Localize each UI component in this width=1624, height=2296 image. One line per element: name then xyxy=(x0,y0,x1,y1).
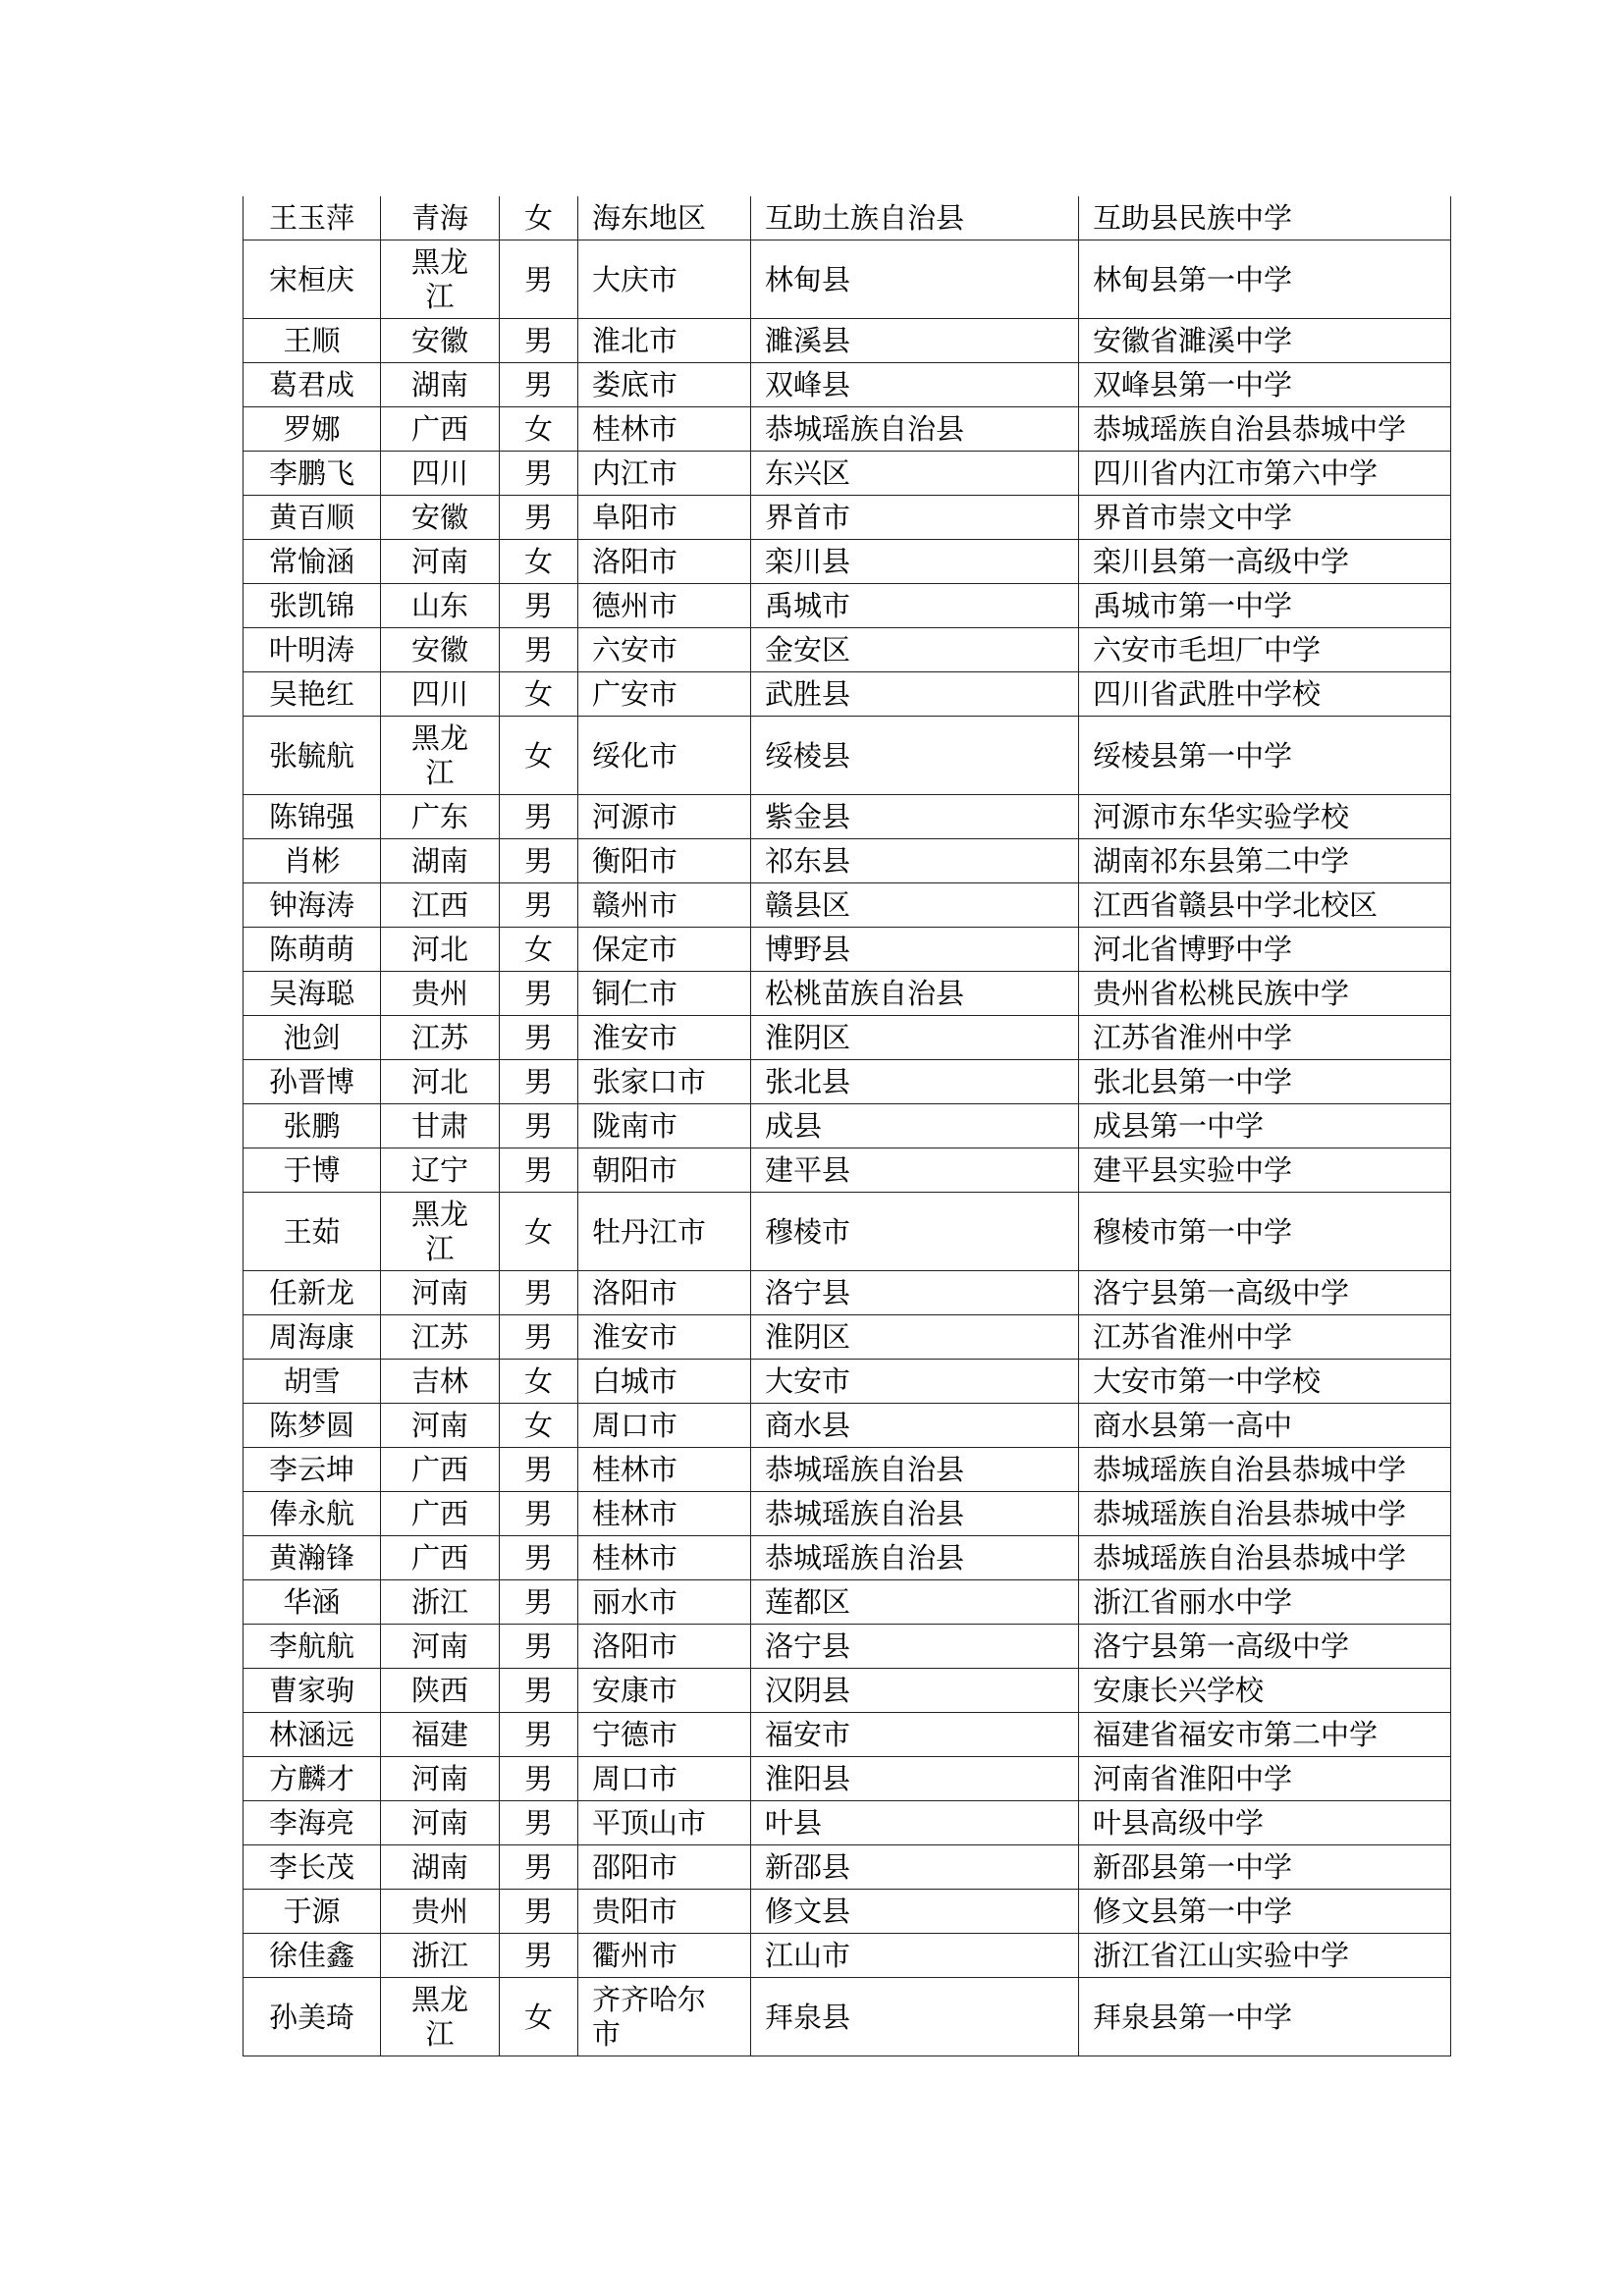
city-cell: 桂林市 xyxy=(578,407,751,452)
county-cell: 栾川县 xyxy=(751,540,1079,584)
school-cell: 四川省内江市第六中学 xyxy=(1079,452,1451,496)
province-cell: 湖南 xyxy=(381,363,500,407)
gender-cell: 男 xyxy=(500,496,578,540)
gender-cell: 男 xyxy=(500,1315,578,1360)
province-cell: 四川 xyxy=(381,672,500,717)
table-row xyxy=(244,795,1451,839)
table-row xyxy=(244,319,1451,363)
student-name-cell: 俸永航 xyxy=(244,1492,381,1536)
province-cell: 湖南 xyxy=(381,1845,500,1890)
gender-cell: 男 xyxy=(500,452,578,496)
gender-cell: 男 xyxy=(500,1713,578,1757)
table-row xyxy=(244,672,1451,717)
school-cell: 恭城瑶族自治县恭城中学 xyxy=(1079,1448,1451,1492)
city-cell: 河源市 xyxy=(578,795,751,839)
school-cell: 拜泉县第一中学 xyxy=(1079,1978,1451,2056)
city-cell: 丽水市 xyxy=(578,1580,751,1625)
county-cell: 叶县 xyxy=(751,1801,1079,1845)
gender-cell: 男 xyxy=(500,1148,578,1193)
school-cell: 商水县第一高中 xyxy=(1079,1404,1451,1448)
city-cell: 邵阳市 xyxy=(578,1845,751,1890)
student-name-cell: 曹家驹 xyxy=(244,1669,381,1713)
county-cell: 江山市 xyxy=(751,1934,1079,1978)
student-name-cell: 吴艳红 xyxy=(244,672,381,717)
table-row xyxy=(244,196,1451,240)
school-cell: 贵州省松桃民族中学 xyxy=(1079,972,1451,1016)
gender-cell: 男 xyxy=(500,1801,578,1845)
province-cell: 浙江 xyxy=(381,1580,500,1625)
table-row xyxy=(244,883,1451,928)
table-row xyxy=(244,1713,1451,1757)
city-cell: 绥化市 xyxy=(578,717,751,795)
province-cell: 安徽 xyxy=(381,628,500,672)
school-cell: 安康长兴学校 xyxy=(1079,1669,1451,1713)
school-cell: 河源市东华实验学校 xyxy=(1079,795,1451,839)
student-name-cell: 华涵 xyxy=(244,1580,381,1625)
city-cell: 贵阳市 xyxy=(578,1890,751,1934)
province-cell: 安徽 xyxy=(381,319,500,363)
table-row xyxy=(244,1271,1451,1315)
city-cell: 铜仁市 xyxy=(578,972,751,1016)
city-cell: 保定市 xyxy=(578,928,751,972)
table-row xyxy=(244,972,1451,1016)
city-cell: 陇南市 xyxy=(578,1104,751,1148)
province-cell: 河北 xyxy=(381,1060,500,1104)
city-cell: 淮安市 xyxy=(578,1016,751,1060)
gender-cell: 男 xyxy=(500,883,578,928)
county-cell: 建平县 xyxy=(751,1148,1079,1193)
student-name-cell: 叶明涛 xyxy=(244,628,381,672)
roster-table xyxy=(243,196,1451,2056)
city-cell: 大庆市 xyxy=(578,240,751,319)
table-row xyxy=(244,1757,1451,1801)
province-cell: 广西 xyxy=(381,1448,500,1492)
city-cell: 娄底市 xyxy=(578,363,751,407)
city-cell: 牡丹江市 xyxy=(578,1193,751,1271)
school-cell: 湖南祁东县第二中学 xyxy=(1079,839,1451,883)
student-name-cell: 陈锦强 xyxy=(244,795,381,839)
student-name-cell: 周海康 xyxy=(244,1315,381,1360)
county-cell: 赣县区 xyxy=(751,883,1079,928)
student-name-cell: 徐佳鑫 xyxy=(244,1934,381,1978)
province-cell: 贵州 xyxy=(381,1890,500,1934)
county-cell: 濉溪县 xyxy=(751,319,1079,363)
county-cell: 恭城瑶族自治县 xyxy=(751,1492,1079,1536)
gender-cell: 男 xyxy=(500,795,578,839)
county-cell: 松桃苗族自治县 xyxy=(751,972,1079,1016)
gender-cell: 男 xyxy=(500,584,578,628)
student-name-cell: 陈梦圆 xyxy=(244,1404,381,1448)
gender-cell: 男 xyxy=(500,1448,578,1492)
county-cell: 互助土族自治县 xyxy=(751,196,1079,240)
student-name-cell: 于源 xyxy=(244,1890,381,1934)
gender-cell: 男 xyxy=(500,1271,578,1315)
school-cell: 建平县实验中学 xyxy=(1079,1148,1451,1193)
county-cell: 紫金县 xyxy=(751,795,1079,839)
table-row xyxy=(244,1625,1451,1669)
city-cell: 桂林市 xyxy=(578,1448,751,1492)
gender-cell: 男 xyxy=(500,1757,578,1801)
table-row xyxy=(244,496,1451,540)
province-cell: 黑龙 江 xyxy=(381,240,500,319)
table-row xyxy=(244,540,1451,584)
table-row xyxy=(244,1801,1451,1845)
gender-cell: 男 xyxy=(500,1669,578,1713)
province-cell: 广东 xyxy=(381,795,500,839)
table-row xyxy=(244,1580,1451,1625)
gender-cell: 女 xyxy=(500,540,578,584)
province-cell: 河南 xyxy=(381,1271,500,1315)
province-cell: 广西 xyxy=(381,1536,500,1580)
student-name-cell: 于博 xyxy=(244,1148,381,1193)
city-cell: 张家口市 xyxy=(578,1060,751,1104)
table-row xyxy=(244,1536,1451,1580)
student-name-cell: 方麟才 xyxy=(244,1757,381,1801)
city-cell: 桂林市 xyxy=(578,1492,751,1536)
province-cell: 贵州 xyxy=(381,972,500,1016)
gender-cell: 男 xyxy=(500,1016,578,1060)
county-cell: 洛宁县 xyxy=(751,1625,1079,1669)
table-row xyxy=(244,1934,1451,1978)
student-name-cell: 池剑 xyxy=(244,1016,381,1060)
student-name-cell: 李鹏飞 xyxy=(244,452,381,496)
city-cell: 德州市 xyxy=(578,584,751,628)
province-cell: 甘肃 xyxy=(381,1104,500,1148)
student-name-cell: 李云坤 xyxy=(244,1448,381,1492)
school-cell: 叶县高级中学 xyxy=(1079,1801,1451,1845)
table-row xyxy=(244,1016,1451,1060)
county-cell: 汉阴县 xyxy=(751,1669,1079,1713)
city-cell: 内江市 xyxy=(578,452,751,496)
school-cell: 恭城瑶族自治县恭城中学 xyxy=(1079,1492,1451,1536)
student-name-cell: 陈萌萌 xyxy=(244,928,381,972)
gender-cell: 男 xyxy=(500,1536,578,1580)
table-row xyxy=(244,1104,1451,1148)
county-cell: 界首市 xyxy=(751,496,1079,540)
gender-cell: 男 xyxy=(500,363,578,407)
student-name-cell: 林涵远 xyxy=(244,1713,381,1757)
table-row xyxy=(244,717,1451,795)
city-cell: 安康市 xyxy=(578,1669,751,1713)
school-cell: 恭城瑶族自治县恭城中学 xyxy=(1079,1536,1451,1580)
school-cell: 禹城市第一中学 xyxy=(1079,584,1451,628)
table-row xyxy=(244,1148,1451,1193)
student-name-cell: 钟海涛 xyxy=(244,883,381,928)
county-cell: 林甸县 xyxy=(751,240,1079,319)
county-cell: 博野县 xyxy=(751,928,1079,972)
school-cell: 河北省博野中学 xyxy=(1079,928,1451,972)
county-cell: 淮阳县 xyxy=(751,1757,1079,1801)
city-cell: 六安市 xyxy=(578,628,751,672)
county-cell: 淮阴区 xyxy=(751,1016,1079,1060)
student-name-cell: 胡雪 xyxy=(244,1360,381,1404)
student-name-cell: 李海亮 xyxy=(244,1801,381,1845)
table-row xyxy=(244,240,1451,319)
gender-cell: 男 xyxy=(500,1845,578,1890)
student-name-cell: 孙美琦 xyxy=(244,1978,381,2056)
province-cell: 浙江 xyxy=(381,1934,500,1978)
city-cell: 洛阳市 xyxy=(578,1625,751,1669)
city-cell: 平顶山市 xyxy=(578,1801,751,1845)
province-cell: 江西 xyxy=(381,883,500,928)
gender-cell: 女 xyxy=(500,1193,578,1271)
school-cell: 互助县民族中学 xyxy=(1079,196,1451,240)
table-row xyxy=(244,1978,1451,2056)
school-cell: 江苏省淮州中学 xyxy=(1079,1016,1451,1060)
roster-body xyxy=(244,196,1451,2056)
city-cell: 桂林市 xyxy=(578,1536,751,1580)
student-name-cell: 王顺 xyxy=(244,319,381,363)
gender-cell: 女 xyxy=(500,672,578,717)
student-name-cell: 李航航 xyxy=(244,1625,381,1669)
county-cell: 洛宁县 xyxy=(751,1271,1079,1315)
table-row xyxy=(244,407,1451,452)
city-cell: 阜阳市 xyxy=(578,496,751,540)
gender-cell: 男 xyxy=(500,240,578,319)
table-row xyxy=(244,1492,1451,1536)
student-name-cell: 王茹 xyxy=(244,1193,381,1271)
school-cell: 河南省淮阳中学 xyxy=(1079,1757,1451,1801)
table-row xyxy=(244,839,1451,883)
province-cell: 青海 xyxy=(381,196,500,240)
city-cell: 衢州市 xyxy=(578,1934,751,1978)
county-cell: 莲都区 xyxy=(751,1580,1079,1625)
school-cell: 洛宁县第一高级中学 xyxy=(1079,1625,1451,1669)
county-cell: 恭城瑶族自治县 xyxy=(751,1448,1079,1492)
province-cell: 黑龙 江 xyxy=(381,1193,500,1271)
school-cell: 修文县第一中学 xyxy=(1079,1890,1451,1934)
province-cell: 黑龙 江 xyxy=(381,717,500,795)
county-cell: 恭城瑶族自治县 xyxy=(751,1536,1079,1580)
table-row xyxy=(244,363,1451,407)
province-cell: 湖南 xyxy=(381,839,500,883)
table-row xyxy=(244,1193,1451,1271)
school-cell: 成县第一中学 xyxy=(1079,1104,1451,1148)
province-cell: 四川 xyxy=(381,452,500,496)
city-cell: 衡阳市 xyxy=(578,839,751,883)
county-cell: 福安市 xyxy=(751,1713,1079,1757)
gender-cell: 女 xyxy=(500,407,578,452)
province-cell: 山东 xyxy=(381,584,500,628)
gender-cell: 男 xyxy=(500,1625,578,1669)
school-cell: 张北县第一中学 xyxy=(1079,1060,1451,1104)
student-name-cell: 宋桓庆 xyxy=(244,240,381,319)
table-row xyxy=(244,1060,1451,1104)
county-cell: 商水县 xyxy=(751,1404,1079,1448)
table-row xyxy=(244,1669,1451,1713)
school-cell: 六安市毛坦厂中学 xyxy=(1079,628,1451,672)
city-cell: 洛阳市 xyxy=(578,1271,751,1315)
province-cell: 河北 xyxy=(381,928,500,972)
school-cell: 江西省赣县中学北校区 xyxy=(1079,883,1451,928)
gender-cell: 女 xyxy=(500,196,578,240)
gender-cell: 男 xyxy=(500,1890,578,1934)
province-cell: 河南 xyxy=(381,540,500,584)
county-cell: 淮阴区 xyxy=(751,1315,1079,1360)
gender-cell: 男 xyxy=(500,1492,578,1536)
county-cell: 禹城市 xyxy=(751,584,1079,628)
school-cell: 安徽省濉溪中学 xyxy=(1079,319,1451,363)
school-cell: 浙江省江山实验中学 xyxy=(1079,1934,1451,1978)
gender-cell: 男 xyxy=(500,972,578,1016)
province-cell: 广西 xyxy=(381,407,500,452)
province-cell: 河南 xyxy=(381,1404,500,1448)
gender-cell: 女 xyxy=(500,1978,578,2056)
city-cell: 海东地区 xyxy=(578,196,751,240)
student-name-cell: 黄百顺 xyxy=(244,496,381,540)
county-cell: 绥棱县 xyxy=(751,717,1079,795)
county-cell: 张北县 xyxy=(751,1060,1079,1104)
school-cell: 浙江省丽水中学 xyxy=(1079,1580,1451,1625)
student-name-cell: 常愉涵 xyxy=(244,540,381,584)
city-cell: 白城市 xyxy=(578,1360,751,1404)
school-cell: 江苏省淮州中学 xyxy=(1079,1315,1451,1360)
school-cell: 穆棱市第一中学 xyxy=(1079,1193,1451,1271)
table-row xyxy=(244,1404,1451,1448)
school-cell: 新邵县第一中学 xyxy=(1079,1845,1451,1890)
county-cell: 穆棱市 xyxy=(751,1193,1079,1271)
gender-cell: 男 xyxy=(500,1934,578,1978)
city-cell: 朝阳市 xyxy=(578,1148,751,1193)
table-row xyxy=(244,928,1451,972)
gender-cell: 男 xyxy=(500,839,578,883)
gender-cell: 男 xyxy=(500,1104,578,1148)
table-row xyxy=(244,628,1451,672)
student-name-cell: 李长茂 xyxy=(244,1845,381,1890)
table-row xyxy=(244,1448,1451,1492)
student-name-cell: 黄瀚锋 xyxy=(244,1536,381,1580)
table-row xyxy=(244,1890,1451,1934)
gender-cell: 男 xyxy=(500,319,578,363)
county-cell: 武胜县 xyxy=(751,672,1079,717)
county-cell: 东兴区 xyxy=(751,452,1079,496)
county-cell: 新邵县 xyxy=(751,1845,1079,1890)
student-name-cell: 葛君成 xyxy=(244,363,381,407)
gender-cell: 女 xyxy=(500,717,578,795)
city-cell: 齐齐哈尔 市 xyxy=(578,1978,751,2056)
student-name-cell: 孙晋博 xyxy=(244,1060,381,1104)
school-cell: 恭城瑶族自治县恭城中学 xyxy=(1079,407,1451,452)
school-cell: 洛宁县第一高级中学 xyxy=(1079,1271,1451,1315)
province-cell: 福建 xyxy=(381,1713,500,1757)
student-name-cell: 吴海聪 xyxy=(244,972,381,1016)
student-name-cell: 任新龙 xyxy=(244,1271,381,1315)
gender-cell: 男 xyxy=(500,1060,578,1104)
table-row xyxy=(244,1845,1451,1890)
province-cell: 吉林 xyxy=(381,1360,500,1404)
table-row xyxy=(244,584,1451,628)
county-cell: 祁东县 xyxy=(751,839,1079,883)
school-cell: 福建省福安市第二中学 xyxy=(1079,1713,1451,1757)
city-cell: 淮安市 xyxy=(578,1315,751,1360)
gender-cell: 女 xyxy=(500,1404,578,1448)
gender-cell: 女 xyxy=(500,1360,578,1404)
school-cell: 大安市第一中学校 xyxy=(1079,1360,1451,1404)
province-cell: 安徽 xyxy=(381,496,500,540)
province-cell: 辽宁 xyxy=(381,1148,500,1193)
school-cell: 四川省武胜中学校 xyxy=(1079,672,1451,717)
city-cell: 淮北市 xyxy=(578,319,751,363)
school-cell: 绥棱县第一中学 xyxy=(1079,717,1451,795)
province-cell: 河南 xyxy=(381,1801,500,1845)
city-cell: 赣州市 xyxy=(578,883,751,928)
county-cell: 双峰县 xyxy=(751,363,1079,407)
province-cell: 河南 xyxy=(381,1757,500,1801)
city-cell: 周口市 xyxy=(578,1757,751,1801)
table-row xyxy=(244,1360,1451,1404)
school-cell: 栾川县第一高级中学 xyxy=(1079,540,1451,584)
school-cell: 界首市崇文中学 xyxy=(1079,496,1451,540)
province-cell: 江苏 xyxy=(381,1016,500,1060)
city-cell: 广安市 xyxy=(578,672,751,717)
student-name-cell: 张鹏 xyxy=(244,1104,381,1148)
table-row xyxy=(244,1315,1451,1360)
county-cell: 修文县 xyxy=(751,1890,1079,1934)
school-cell: 林甸县第一中学 xyxy=(1079,240,1451,319)
county-cell: 大安市 xyxy=(751,1360,1079,1404)
county-cell: 成县 xyxy=(751,1104,1079,1148)
table-row xyxy=(244,452,1451,496)
student-name-cell: 王玉萍 xyxy=(244,196,381,240)
student-name-cell: 肖彬 xyxy=(244,839,381,883)
student-name-cell: 张凯锦 xyxy=(244,584,381,628)
school-cell: 双峰县第一中学 xyxy=(1079,363,1451,407)
province-cell: 黑龙 江 xyxy=(381,1978,500,2056)
gender-cell: 男 xyxy=(500,628,578,672)
gender-cell: 男 xyxy=(500,1580,578,1625)
county-cell: 金安区 xyxy=(751,628,1079,672)
student-name-cell: 罗娜 xyxy=(244,407,381,452)
gender-cell: 女 xyxy=(500,928,578,972)
city-cell: 宁德市 xyxy=(578,1713,751,1757)
province-cell: 江苏 xyxy=(381,1315,500,1360)
province-cell: 陕西 xyxy=(381,1669,500,1713)
province-cell: 广西 xyxy=(381,1492,500,1536)
city-cell: 洛阳市 xyxy=(578,540,751,584)
province-cell: 河南 xyxy=(381,1625,500,1669)
city-cell: 周口市 xyxy=(578,1404,751,1448)
county-cell: 恭城瑶族自治县 xyxy=(751,407,1079,452)
student-name-cell: 张毓航 xyxy=(244,717,381,795)
county-cell: 拜泉县 xyxy=(751,1978,1079,2056)
